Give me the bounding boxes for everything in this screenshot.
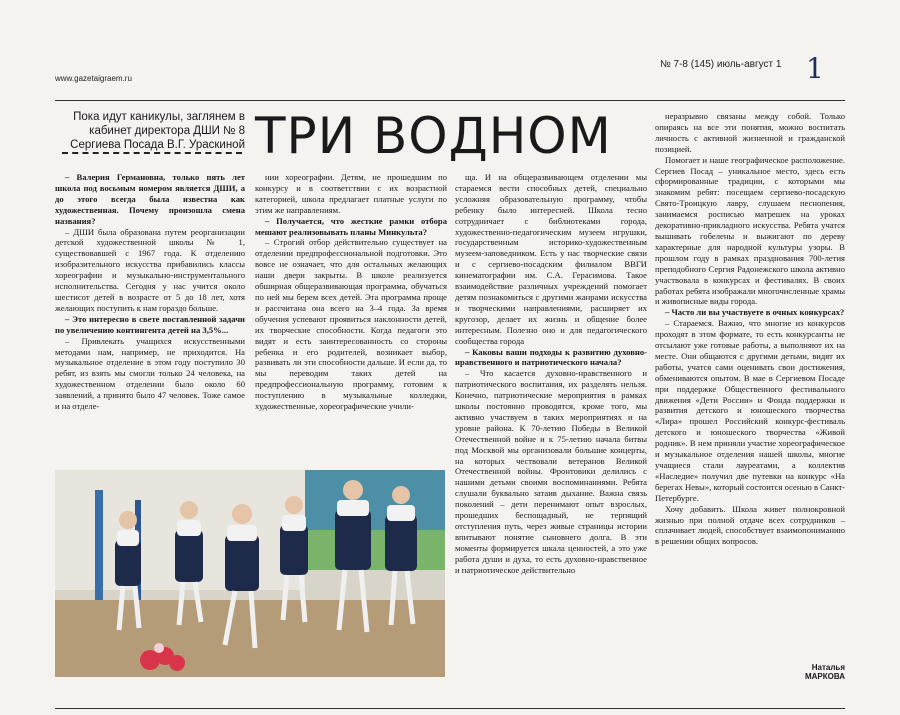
interview-question: – Это интересно в свете поставленной задачи по увеличению контингента детей на 3,5%... (55, 313, 245, 335)
column-2 (255, 172, 447, 412)
interview-question: – Часто ли вы участвуете в очных конкурсах? (665, 307, 845, 318)
article-paragraph: – Строгий отбор действительно существует на отделении предпрофессиональной подготовки. Это вовсе не означает, что для остальных желающих наши двери закрыты. В школе реализуется обширная общеразвивающая программа, обучаться по ней мы берем всех детей. Эта программа проще и рассчитана она всего на 3–4 года. За время обучения успевают проявиться наклонности детей, их творческие способности. Когда педагоги это видят и есть заинтересованность со стороны ребенка и его родителей, возникает выбор, развивать ли эти способности дальше. И если да, то мы переводим таких детей на предпрофессиональную программу, готовим к поступлению в музыкальные колледжи, художественные, хореографические учили- (255, 237, 447, 412)
interview-question: – Валерия Германовна, только пять лет школа под восьмым номером является ДШИ, а до этого всегда была известна как художественная. Почему произошла смена названия? (55, 172, 245, 226)
dancers-photo (55, 470, 445, 677)
intro-lead: Пока идут каникулы, заглянем в кабинет директора ДШИ № 8 Сергиева Посада В.Г. Ураскиной (70, 111, 245, 151)
author-signature: Наталья МАРКОВА (804, 663, 845, 681)
photo-illustration (55, 470, 445, 677)
top-rule (55, 100, 845, 101)
issue-info: № 7-8 (145) июль-август 1 (660, 59, 782, 70)
article-paragraph: – Что касается духовно-нравственного и патриотического воспитания, их разделять нельзя. Конечно, патриотические мероприятия в рамках школы постоянно проводятся, кроме того, мы активно участвуем в таких мероприятиях и на уровне района. К 70-летию Победы в Великой Отечественной войне и к 75-летию начала битвы под Москвой мы организовали большие концерты, на которых чествовали ветеранов Великой Отечественной войны. Фронтовики делились с нашими детьми своими воспоминаниями. Ребята слушали буквально затаив дыхание. Важна связь поколений – дети перенимают опыт взрослых, прошедших беспощадный, не терпящий отступления путь, через живые страницы истории впитывают понятие сыновнего долга. В эти моменты формируется шкала ценностей, а это уже работа души и духа, то есть духовно-нравственное и патриотическое действительно (455, 368, 647, 575)
bottom-rule (55, 708, 845, 709)
column-1 (55, 172, 245, 412)
column-4 (655, 111, 845, 547)
dashed-divider (62, 152, 242, 154)
article-paragraph: неразрывно связаны между собой. Только опираясь на все эти понятия, можно воспитать личность с активной жизненной и гражданской позицией. (655, 111, 845, 154)
article-paragraph: Хочу добавить. Школа живет полнокровной жизнью при полной отдаче всех сотрудников – сплачивает людей, способствует взаимопониманию в решении общих вопросов. (655, 503, 845, 547)
interview-question: – Каковы ваши подходы к развитию духовно-нравственного и патриотического начала? (455, 346, 647, 368)
article-paragraph: – Привлекать учащихся искусственными методами нам, например, не приходится. На музыкальное отделение в этом году поступило 30 ребят, из взять мы смогли только 24 человека, на художественном отделении было около 60 заявлений, а принято было 47 человек. Тоже самое и на отделе- (55, 335, 245, 412)
article-paragraph: – Стараемся. Важно, что многие из конкурсов проходят в этом формате, то есть конкурсанты не отсылают уже готовые работы, а выполняют их на месте. Они общаются с другими детьми, видят их работы, учатся сами оценивать свои достижения, обмениваются опытом. В мае в Сергиевом Посаде при поддержке Общественного фестивального движения «Дети России» и Фонда поддержки и развития детского и юношеского творчества «Лира» прошел Российский конкурс-фестиваль детского и юношеского творчества «Живой родник». В нем приняли участие хореографическое и музыкальное отделения нашей школы, многие учащиеся стали лауреатами, а коллектив «Наследие» получил две путевки на конкурс «На берегах Невы», который состоится осенью в Санкт-Петербурге. (655, 318, 845, 503)
article-paragraph: нии хореографии. Детям, не прошедшим по конкурсу и в соответствии с их возрастной категорией, школа предлагает платные услуги по этим же направлениям. (255, 172, 447, 215)
interview-question: – Получается, что жесткие рамки отбора мешают реализовывать планы Минкульта? (255, 215, 447, 237)
page-number: 1 (806, 52, 824, 85)
column-3 (455, 172, 647, 576)
article-paragraph: – ДШИ была образована путем реорганизации детской художественной школы № 1, существовавшей с 1967 года. К отделению изобразительного искусства прибавились классы хореографии и музыкально-инструментального исполнительства. Сегодня у нас учится около шестисот детей в возрасте от 5 до 18 лет, хотя желающих поступить к нам гораздо больше. (55, 226, 245, 313)
article-paragraph: Помогает и наше географическое расположение. Сергиев Посад – уникальное место, здесь есть сформированные традиции, с которыми мы знакомим ребят: посещаем сергиево-посадскую Свято-Троицкую лавру, слушаем песнопения, занимаемся росписью матрешек на уроках декоративно-прикладного искусства. Ребята учатся вышивать гобелены и выжигают по дереву характерные для народной культуры узоры. В прошлом году в рамках празднования 700-летия преподобного Сергия Радонежского школа активно участвовала в конкурсах и фестивалях. В своих работах ребята изображали многочисленные храмы и живописные виды города. (655, 154, 845, 307)
headline: ТРИ ВОДНОМ (255, 107, 612, 165)
site-url: www.gazetaigraem.ru (55, 74, 132, 83)
article-paragraph: ща. И на общеразвивающем отделении мы стараемся вести способных детей, специально усложняя образовательную программу, чтобы ребенку было интересней. Школа тесно сотрудничает с библиотеками города, художественно-педагогическим музеем игрушки, государственным историко-художественным музеем-заповедником. Есть у нас творческие связи и с сергиево-посадским филиалом ВВГИ кинематографии им. С.А. Герасимова. Такое взаимодействие различных учреждений помогает детям познакомиться с другими жанрами искусства и творческими направлениями, расширяет их кругозор, делает их жизнь и общение более интересным. Полезно оно и для педагогического сообщества города (455, 172, 647, 346)
